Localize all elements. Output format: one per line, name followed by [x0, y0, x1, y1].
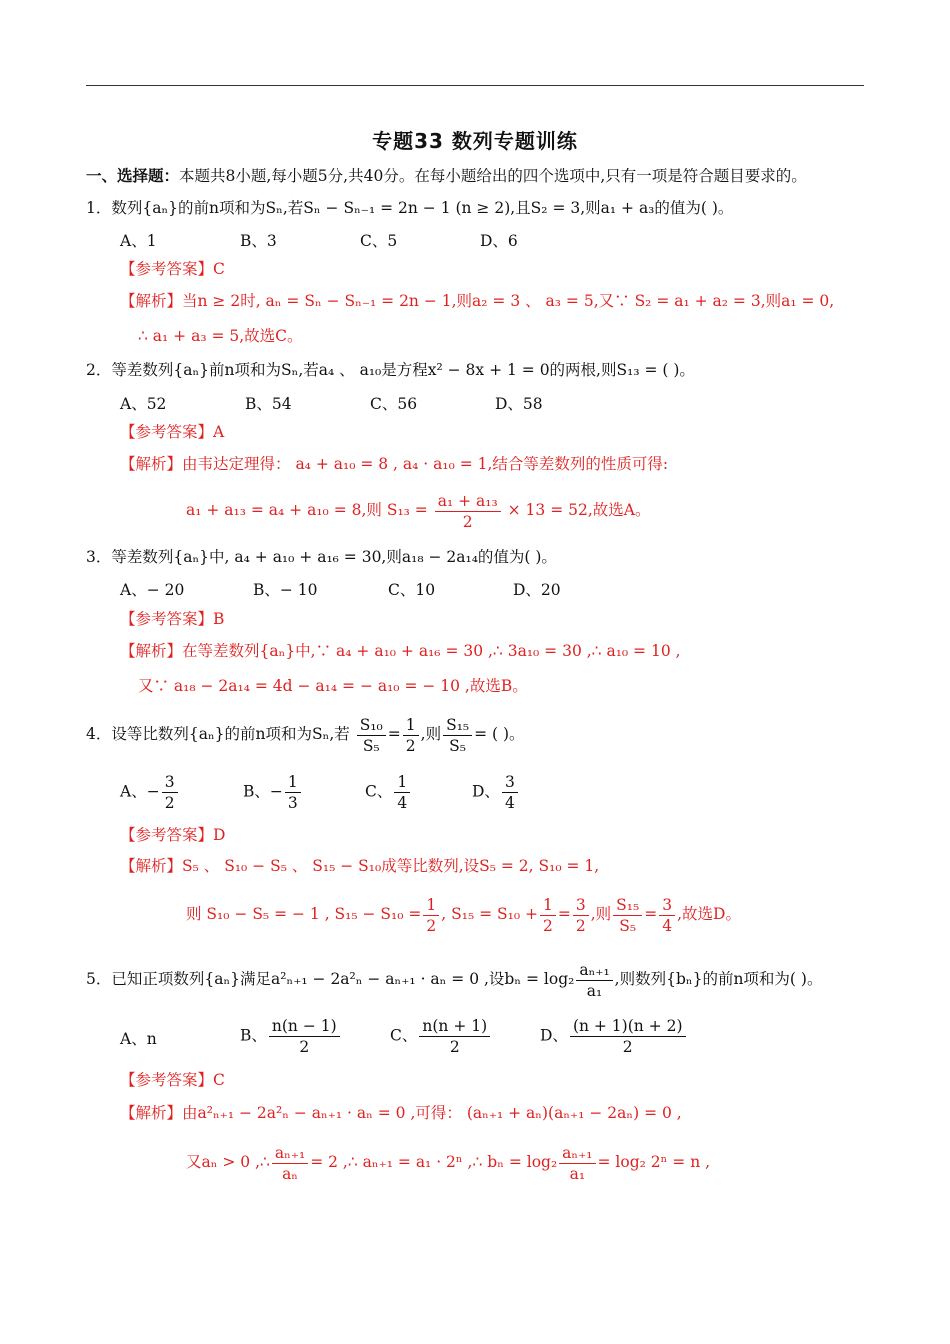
- fraction: [502, 772, 518, 813]
- fraction-numerator: a₁ + a₁₃: [435, 491, 501, 512]
- option-c: [365, 772, 412, 813]
- fraction: [403, 715, 419, 756]
- fraction-denominator: 4: [397, 794, 408, 812]
- fraction: [162, 772, 178, 813]
- analysis-3: [120, 639, 681, 663]
- answer-value: C: [213, 260, 225, 278]
- fraction-denominator: 2: [405, 736, 416, 755]
- fraction-denominator: 2: [462, 512, 473, 531]
- fraction: [423, 895, 439, 936]
- option-b: [243, 772, 303, 813]
- fraction-denominator: aₙ: [282, 1164, 299, 1183]
- question-text: ,则数列{bₙ}的前n项和为( )。: [614, 970, 823, 988]
- fraction: [573, 895, 589, 936]
- option-a: A、− 20: [120, 581, 185, 599]
- answer-label: 【参考答案】: [120, 260, 214, 278]
- fraction: [435, 491, 501, 532]
- fraction-denominator: 2: [622, 1038, 633, 1056]
- fraction-numerator: S₁₅: [613, 895, 642, 916]
- fraction-denominator: 2: [575, 916, 586, 935]
- answer-label: 【参考答案】: [120, 826, 214, 844]
- option-label: B、−: [243, 782, 283, 801]
- question-number: 3．: [86, 548, 112, 566]
- fraction-denominator: S₅: [449, 736, 467, 755]
- option-label: D、: [540, 1026, 568, 1045]
- analysis-text: 当n ≥ 2时, aₙ = Sₙ − Sₙ₋₁ = 2n − 1,则a₂ = 3 、 a₃ = 5,又∵ S₂ = a₁ + a₂ = 3,则a₁ = 0,: [182, 292, 835, 310]
- option-b: B、3: [240, 232, 277, 250]
- fraction-denominator: 3: [287, 794, 298, 812]
- fraction-denominator: S₅: [619, 916, 637, 935]
- fraction-denominator: a₁: [569, 1164, 586, 1183]
- fraction-numerator: (n + 1)(n + 2): [570, 1016, 686, 1037]
- option-c: [390, 1016, 492, 1057]
- formula-part: , S₁₅ = S₁₀ +: [441, 905, 538, 923]
- fraction-numerator: 3: [162, 772, 178, 793]
- answer-label: 【参考答案】: [120, 423, 214, 441]
- analysis-4: [120, 854, 599, 878]
- section-label: 一、选择题：: [86, 166, 180, 185]
- answer-3: [120, 607, 224, 631]
- fraction-numerator: 1: [423, 895, 439, 916]
- question-5: [86, 957, 822, 1001]
- answer-value: B: [213, 610, 225, 628]
- option-label: A、−: [120, 782, 160, 801]
- question-text: 设等比数列{aₙ}的前n项和为Sₙ,若: [111, 725, 350, 743]
- analysis-text: 由韦达定理得： a₄ + a₁₀ = 8 , a₄ · a₁₀ = 1,结合等差数列的性质可得:: [182, 455, 669, 473]
- option-c: C、56: [370, 395, 418, 413]
- answer-value: A: [213, 423, 225, 441]
- question-text: 数列{aₙ}的前n项和为Sₙ,若Sₙ − Sₙ₋₁ = 2n − 1 (n ≥ 2),且S₂ = 3,则a₁ + a₃的值为( )。: [111, 199, 734, 217]
- question-number: 4．: [86, 725, 112, 743]
- fraction: [576, 960, 612, 1001]
- fraction-numerator: aₙ₊₁: [272, 1143, 308, 1164]
- option-d: D、20: [513, 581, 561, 599]
- fraction-denominator: 2: [449, 1038, 460, 1056]
- formula-right: × 13 = 52,故选A。: [507, 501, 651, 519]
- fraction: [285, 772, 301, 813]
- analysis-label: 【解析】: [120, 1104, 183, 1122]
- fraction: [559, 1143, 595, 1184]
- fraction-numerator: n(n − 1): [269, 1016, 340, 1037]
- question-text: ,则: [420, 725, 442, 743]
- option-a: A、1: [120, 232, 157, 250]
- option-d: D、58: [495, 395, 543, 413]
- fraction-numerator: n(n + 1): [419, 1016, 490, 1037]
- formula-part: ,故选D。: [677, 905, 741, 923]
- option-a: A、n: [120, 1030, 157, 1048]
- analysis-text: 由a²ₙ₊₁ − 2a²ₙ − aₙ₊₁ · aₙ = 0 ,可得： (aₙ₊₁ + aₙ)(aₙ₊₁ − 2aₙ) = 0 ,: [182, 1104, 682, 1122]
- question-text: 等差数列{aₙ}中, a₄ + a₁₀ + a₁₆ = 30,则a₁₈ − 2a₁₄的值为( )。: [111, 548, 557, 566]
- option-d: [540, 1016, 688, 1057]
- analysis-3-cont: 又∵ a₁₈ − 2a₁₄ = 4d − a₁₄ = − a₁₀ = − 10 ,故选B。: [138, 677, 528, 695]
- fraction: [419, 1016, 490, 1057]
- fraction-numerator: 1: [403, 715, 419, 736]
- formula-part: 又aₙ > 0 ,∴: [186, 1153, 270, 1171]
- fraction: [613, 895, 642, 936]
- option-c: C、10: [388, 581, 436, 599]
- option-a: [120, 772, 180, 813]
- question-2: [86, 358, 695, 382]
- analysis-label: 【解析】: [120, 857, 183, 875]
- section-heading: [86, 164, 807, 188]
- analysis-4-formula: [186, 892, 741, 936]
- option-d: [472, 772, 520, 813]
- page-title: 专题33 数列专题训练: [372, 129, 578, 153]
- answer-label: 【参考答案】: [120, 1071, 214, 1089]
- formula-part: =: [644, 905, 658, 923]
- fraction-denominator: 2: [542, 916, 553, 935]
- fraction: [269, 1016, 340, 1057]
- option-b: [240, 1016, 342, 1057]
- formula-left: a₁ + a₁₃ = a₄ + a₁₀ = 8,则 S₁₃ =: [186, 501, 428, 519]
- question-number: 5．: [86, 970, 112, 988]
- analysis-text: S₅ 、 S₁₀ − S₅ 、 S₁₅ − S₁₀成等比数列,设S₅ = 2, S₁₀ = 1,: [182, 857, 600, 875]
- analysis-label: 【解析】: [120, 642, 183, 660]
- formula-part: ,则: [590, 905, 612, 923]
- fraction-numerator: aₙ₊₁: [559, 1143, 595, 1164]
- fraction-numerator: 3: [659, 895, 675, 916]
- option-c: C、5: [360, 232, 398, 250]
- question-1: [86, 196, 733, 220]
- question-number: 1．: [86, 199, 112, 217]
- question-text: = ( )。: [474, 725, 525, 743]
- fraction-numerator: 1: [285, 772, 301, 793]
- analysis-5-formula: [186, 1140, 710, 1184]
- question-4: [86, 712, 525, 756]
- fraction: [659, 895, 675, 936]
- analysis-label: 【解析】: [120, 292, 183, 310]
- equals-sign: =: [387, 725, 401, 743]
- option-b: B、− 10: [253, 581, 318, 599]
- fraction-numerator: 3: [502, 772, 518, 793]
- option-a: A、52: [120, 395, 167, 413]
- analysis-2-formula: [186, 488, 650, 532]
- answer-2: [120, 420, 224, 444]
- question-number: 2．: [86, 361, 112, 379]
- option-label: C、: [390, 1026, 418, 1045]
- option-d: D、6: [480, 232, 518, 250]
- fraction-numerator: 1: [394, 772, 410, 793]
- fraction: [272, 1143, 308, 1184]
- question-text: 等差数列{aₙ}前n项和为Sₙ,若a₄ 、 a₁₀是方程x² − 8x + 1 = 0的两根,则S₁₃ = ( )。: [111, 361, 695, 379]
- analysis-label: 【解析】: [120, 455, 183, 473]
- fraction-denominator: 4: [504, 794, 515, 812]
- question-text: 已知正项数列{aₙ}满足a²ₙ₊₁ − 2a²ₙ − aₙ₊₁ · aₙ = 0 ,设bₙ = log₂: [111, 970, 575, 988]
- analysis-5: [120, 1101, 682, 1125]
- fraction-denominator: 2: [426, 916, 437, 935]
- formula-part: 则 S₁₀ − S₅ = − 1 , S₁₅ − S₁₀ =: [186, 905, 422, 923]
- answer-5: [120, 1068, 225, 1092]
- fraction: [570, 1016, 686, 1057]
- fraction-denominator: 4: [662, 916, 673, 935]
- fraction-numerator: S₁₅: [443, 715, 472, 736]
- header-rule: [86, 85, 864, 86]
- fraction: [443, 715, 472, 756]
- fraction: [394, 772, 410, 813]
- fraction-denominator: S₅: [362, 736, 380, 755]
- question-3: [86, 545, 557, 569]
- answer-4: [120, 823, 225, 847]
- answer-value: D: [213, 826, 226, 844]
- formula-part: = log₂ 2ⁿ = n ,: [597, 1153, 711, 1171]
- fraction-denominator: 2: [299, 1038, 310, 1056]
- answer-value: C: [213, 1071, 225, 1089]
- fraction-numerator: S₁₀: [357, 715, 386, 736]
- section-desc: 本题共8小题,每小题5分,共40分。在每小题给出的四个选项中,只有一项是符合题目要求的。: [179, 167, 807, 185]
- fraction-denominator: a₁: [586, 981, 603, 1000]
- fraction-numerator: aₙ₊₁: [576, 960, 612, 981]
- option-label: B、: [240, 1026, 267, 1045]
- analysis-text: 在等差数列{aₙ}中,∵ a₄ + a₁₀ + a₁₆ = 30 ,∴ 3a₁₀ = 30 ,∴ a₁₀ = 10 ,: [182, 642, 681, 660]
- answer-1: [120, 257, 225, 281]
- analysis-1: [120, 289, 834, 313]
- analysis-2: [120, 452, 668, 476]
- analysis-1-cont: ∴ a₁ + a₃ = 5,故选C。: [138, 327, 303, 345]
- option-label: D、: [472, 782, 500, 801]
- option-b: B、54: [245, 395, 292, 413]
- fraction-denominator: 2: [164, 794, 175, 812]
- option-label: C、: [365, 782, 393, 801]
- formula-part: = 2 ,∴ aₙ₊₁ = a₁ · 2ⁿ ,∴ bₙ = log₂: [310, 1153, 558, 1171]
- fraction-numerator: 3: [573, 895, 589, 916]
- formula-part: =: [557, 905, 571, 923]
- fraction-numerator: 1: [540, 895, 556, 916]
- answer-label: 【参考答案】: [120, 610, 214, 628]
- fraction: [357, 715, 386, 756]
- fraction: [540, 895, 556, 936]
